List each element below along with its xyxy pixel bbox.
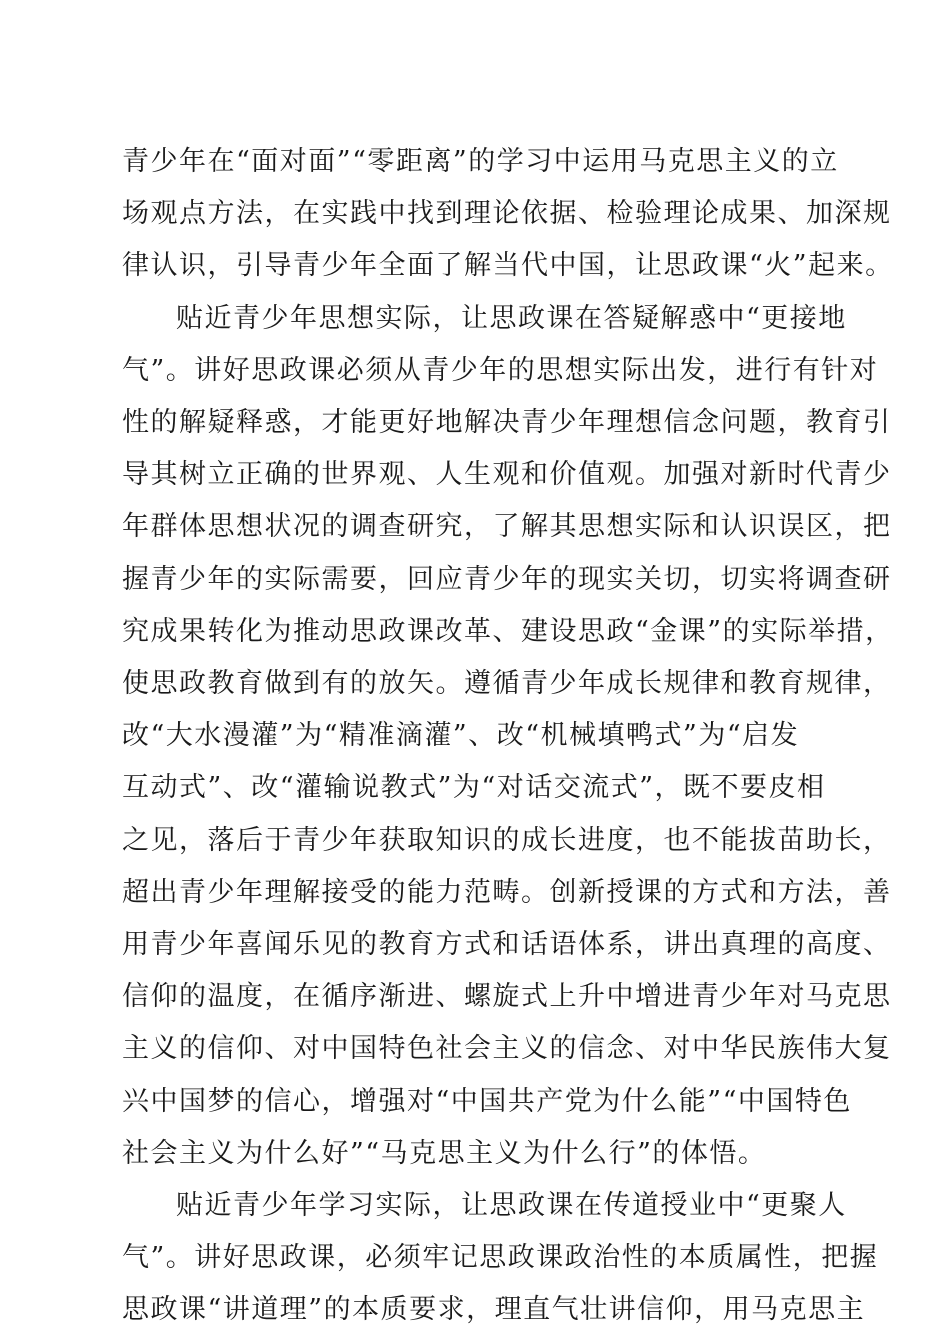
text-line: 年群体思想状况的调查研究，了解其思想实际和认识误区，把 <box>122 511 892 543</box>
text-line: 场观点方法，在实践中找到理论依据、检验理论成果、加深规 <box>122 198 892 230</box>
text-line: 用青少年喜闻乐见的教育方式和话语体系，讲出真理的高度、 <box>122 929 892 960</box>
text-line: 性的解疑释惑，才能更好地解决青少年理想信念问题，教育引 <box>122 407 892 438</box>
text-line: 兴中国梦的信心，增强对“中国共产党为什么能”“中国特色 <box>122 1085 852 1117</box>
text-line: 究成果转化为推动思政课改革、建设思政“金课”的实际举措， <box>122 615 894 647</box>
text-line: 超出青少年理解接受的能力范畴。创新授课的方式和方法，善 <box>122 876 892 908</box>
text-line: 气”。讲好思政课必须从青少年的思想实际出发，进行有针对 <box>122 354 879 386</box>
text-line: 互动式”、改“灌输说教式”为“对话交流式”，既不要皮相 <box>122 772 826 804</box>
text-line: 信仰的温度，在循序渐进、螺旋式上升中增进青少年对马克思 <box>122 981 892 1013</box>
paragraph-start-line: 贴近青少年思想实际，让思政课在答疑解惑中“更接地 <box>176 302 847 334</box>
text-line: 青少年在“面对面”“零距离”的学习中运用马克思主义的立 <box>122 146 839 177</box>
text-line: 主义的信仰、对中国特色社会主义的信念、对中华民族伟大复 <box>122 1033 892 1065</box>
paragraph-start-line: 贴近青少年学习实际，让思政课在传道授业中“更聚人 <box>176 1190 847 1221</box>
text-line: 使思政教育做到有的放矢。遵循青少年成长规律和教育规律， <box>122 668 892 699</box>
text-line: 社会主义为什么好”“马克思主义为什么行”的体悟。 <box>122 1137 767 1169</box>
text-line: 气”。讲好思政课，必须牢记思政课政治性的本质属性，把握 <box>122 1242 879 1274</box>
text-line: 思政课“讲道理”的本质要求，理直气壮讲信仰，用马克思主 <box>122 1294 866 1326</box>
text-line: 导其树立正确的世界观、人生观和价值观。加强对新时代青少 <box>122 459 892 491</box>
text-line: 改“大水漫灌”为“精准滴灌”、改“机械填鸭式”为“启发 <box>122 720 800 752</box>
text-line: 握青少年的实际需要，回应青少年的现实关切，切实将调查研 <box>122 563 892 595</box>
text-line: 之见，落后于青少年获取知识的成长进度，也不能拔苗助长， <box>122 824 892 856</box>
text-line: 律认识，引导青少年全面了解当代中国，让思政课“火”起来。 <box>122 250 894 282</box>
